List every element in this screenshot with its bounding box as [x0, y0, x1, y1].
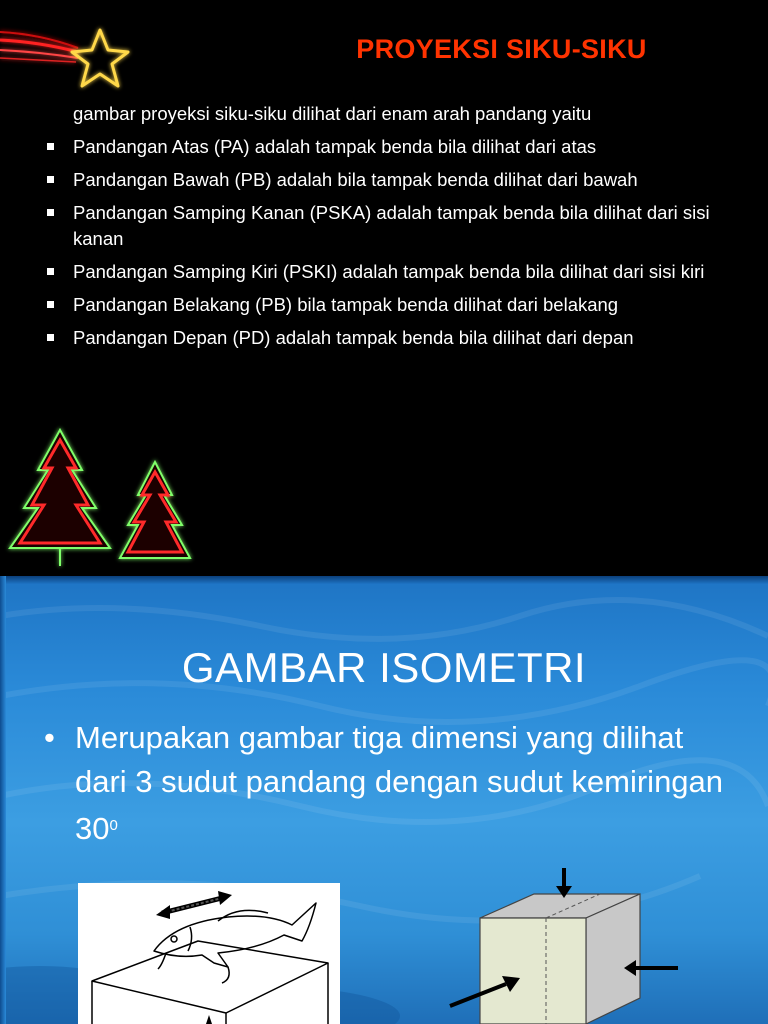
double-arrow-icon: [156, 891, 232, 919]
list-item: Pandangan Bawah (PB) adalah bila tampak benda dilihat dari bawah: [44, 167, 724, 193]
isometric-fish-figure: [78, 883, 340, 1024]
square-bullet-icon: [47, 334, 54, 341]
list-item: Pandangan Depan (PD) adalah tampak benda bila dilihat dari depan: [44, 325, 724, 351]
round-bullet-icon: •: [44, 720, 55, 755]
intro-text: gambar proyeksi siku-siku dilihat dari enam arah pandang yaitu: [73, 103, 592, 124]
cube-drawing: [440, 866, 690, 1024]
christmas-tree-icon: [120, 462, 190, 558]
list-item: Pandangan Atas (PA) adalah tampak benda bila dilihat dari atas: [44, 134, 724, 160]
fish-box-drawing: [78, 883, 340, 1024]
bullet-paragraph: [44, 716, 734, 851]
square-bullet-icon: [47, 209, 54, 216]
slide-title: GAMBAR ISOMETRI: [181, 644, 587, 691]
square-bullet-icon: [47, 143, 54, 150]
square-bullet-icon: [47, 301, 54, 308]
slide-title: PROYEKSI SIKU-SIKU: [356, 34, 647, 64]
isometric-cube-figure: [440, 866, 690, 1024]
list-item: Pandangan Samping Kiri (PSKI) adalah tampak benda bila dilihat dari sisi kiri: [44, 259, 724, 285]
paragraph-text: Merupakan gambar tiga dimensi yang dilihat dari 3 sudut pandang dengan sudut kemiringan 30: [75, 720, 724, 846]
degree-superscript: 0: [109, 817, 118, 834]
list-item: Pandangan Samping Kanan (PSKA) adalah tampak benda bila dilihat dari sisi kanan: [44, 200, 724, 252]
slide-gambar-isometri: [0, 576, 768, 1024]
christmas-tree-icon: [10, 430, 110, 566]
square-bullet-icon: [47, 176, 54, 183]
list-item: Pandangan Belakang (PB) bila tampak benda dilihat dari belakang: [44, 292, 724, 318]
view-list: [44, 134, 724, 358]
square-bullet-icon: [47, 268, 54, 275]
